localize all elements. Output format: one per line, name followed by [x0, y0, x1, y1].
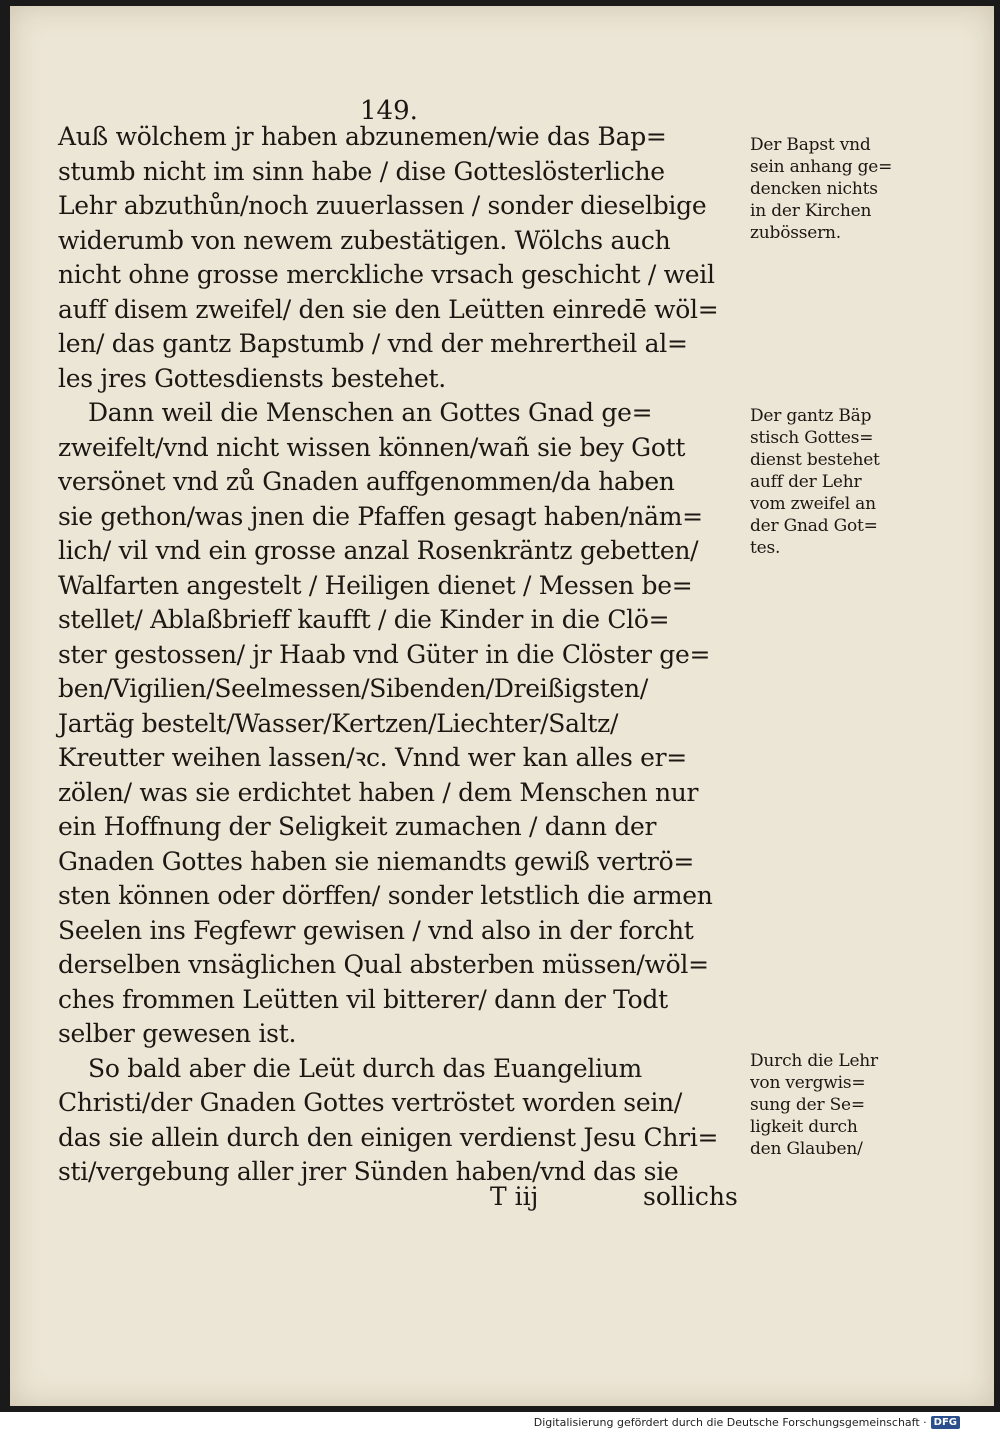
- text-line: ster gestossen/ jr Haab vnd Güter in die Clöster ge=: [58, 639, 711, 669]
- margin-note-line: stisch Gottes=: [750, 428, 874, 448]
- margin-note-line: der Gnad Got=: [750, 516, 878, 536]
- margin-note-line: vom zweifel an: [750, 494, 876, 514]
- text-line: Gnaden Gottes haben sie niemandts gewiß vertrö=: [58, 846, 694, 876]
- margin-note-2: [750, 405, 920, 559]
- text-line: ein Hoffnung der Seligkeit zumachen / dann der: [58, 812, 657, 841]
- text-line: lich/ vil vnd ein grosse anzal Rosenkräntz gebetten/: [58, 536, 699, 565]
- main-text-block: [58, 120, 748, 1190]
- text-line: versönet vnd zů Gnaden auffgenommen/da haben: [58, 467, 675, 496]
- text-line: So bald aber die Leüt durch das Euangelium: [88, 1053, 642, 1083]
- margin-note-line: von vergwis=: [750, 1073, 866, 1093]
- footer-credit: [534, 1413, 960, 1431]
- footer-credit-text: Digitalisierung gefördert durch die Deutsche Forschungsgemeinschaft ·: [533, 1415, 927, 1429]
- margin-note-line: dienst bestehet: [750, 450, 880, 470]
- page-number: 149.: [360, 96, 418, 126]
- text-line: sten können oder dörffen/ sonder letstlich die armen: [58, 881, 713, 910]
- text-line: Seelen ins Fegfewr gewisen / vnd also in der forcht: [58, 915, 694, 945]
- margin-note-line: Der gantz Bäp: [750, 406, 872, 426]
- text-line: nicht ohne grosse merckliche vrsach geschicht / weil: [58, 260, 715, 289]
- text-line: ches frommen Leütten vil bitterer/ dann der Todt: [58, 984, 668, 1014]
- text-line: Kreutter weihen lassen/ꝛc. Vnnd wer kan alles er=: [58, 743, 687, 772]
- text-line: sie gethon/was jnen die Pfaffen gesagt haben/näm=: [58, 501, 703, 531]
- text-line: das sie allein durch den einigen verdienst Jesu Chri=: [58, 1122, 719, 1152]
- text-line: stumb nicht im sinn habe / dise Gotteslösterliche: [58, 156, 665, 186]
- text-line: zölen/ was sie erdichtet haben / dem Menschen nur: [58, 777, 699, 807]
- text-line: sti/vergebung aller jrer Sünden haben/vnd das sie: [58, 1157, 679, 1186]
- text-line: selber gewesen ist.: [58, 1019, 297, 1048]
- margin-note-line: tes.: [750, 538, 781, 558]
- text-line: Lehr abzuthůn/noch zuuerlassen / sonder dieselbige: [58, 191, 707, 220]
- margin-note-line: Der Bapst vnd: [750, 135, 871, 155]
- signature-mark: T iij: [490, 1182, 539, 1211]
- text-line: Auß wölchem jr haben abzunemen/wie das Bap=: [58, 122, 667, 151]
- text-line: widerumb von newem zubestätigen. Wölchs auch: [58, 225, 671, 255]
- text-line: zweifelt/vnd nicht wissen können/wañ sie bey Gott: [58, 432, 686, 462]
- text-line: stellet/ Ablaßbrieff kaufft / die Kinder in die Clö=: [58, 605, 670, 634]
- text-line: derselben vnsäglichen Qual absterben müssen/wöl=: [58, 950, 709, 979]
- text-line: Dann weil die Menschen an Gottes Gnad ge=: [88, 398, 653, 427]
- text-line: ben/Vigilien/Seelmessen/Sibenden/Dreißigsten/: [58, 674, 648, 703]
- margin-note-1: [750, 134, 920, 244]
- text-line: Walfarten angestelt / Heiligen dienet / Messen be=: [58, 570, 693, 600]
- margin-note-3: [750, 1050, 920, 1160]
- margin-note-line: in der Kirchen: [750, 201, 872, 221]
- text-line: les jres Gottesdiensts bestehet.: [58, 363, 446, 393]
- text-line: len/ das gantz Bapstumb / vnd der mehrertheil al=: [58, 329, 688, 358]
- margin-note-line: zubössern.: [750, 223, 842, 243]
- text-line: Christi/der Gnaden Gottes vertröstet worden sein/: [58, 1088, 682, 1117]
- margin-note-line: dencken nichts: [750, 179, 878, 199]
- margin-note-line: den Glauben/: [750, 1139, 863, 1159]
- catchword: sollichs: [643, 1182, 738, 1211]
- margin-note-line: ligkeit durch: [750, 1117, 858, 1137]
- text-line: Jartäg bestelt/Wasser/Kertzen/Liechter/Saltz/: [58, 708, 619, 738]
- margin-note-line: auff der Lehr: [750, 472, 862, 492]
- dfg-logo: DFG: [931, 1416, 960, 1429]
- margin-note-line: Durch die Lehr: [750, 1051, 878, 1071]
- text-line: auff disem zweifel/ den sie den Leütten einredē wöl=: [58, 294, 719, 324]
- margin-note-line: sung der Se=: [750, 1095, 865, 1115]
- margin-note-line: sein anhang ge=: [750, 157, 893, 177]
